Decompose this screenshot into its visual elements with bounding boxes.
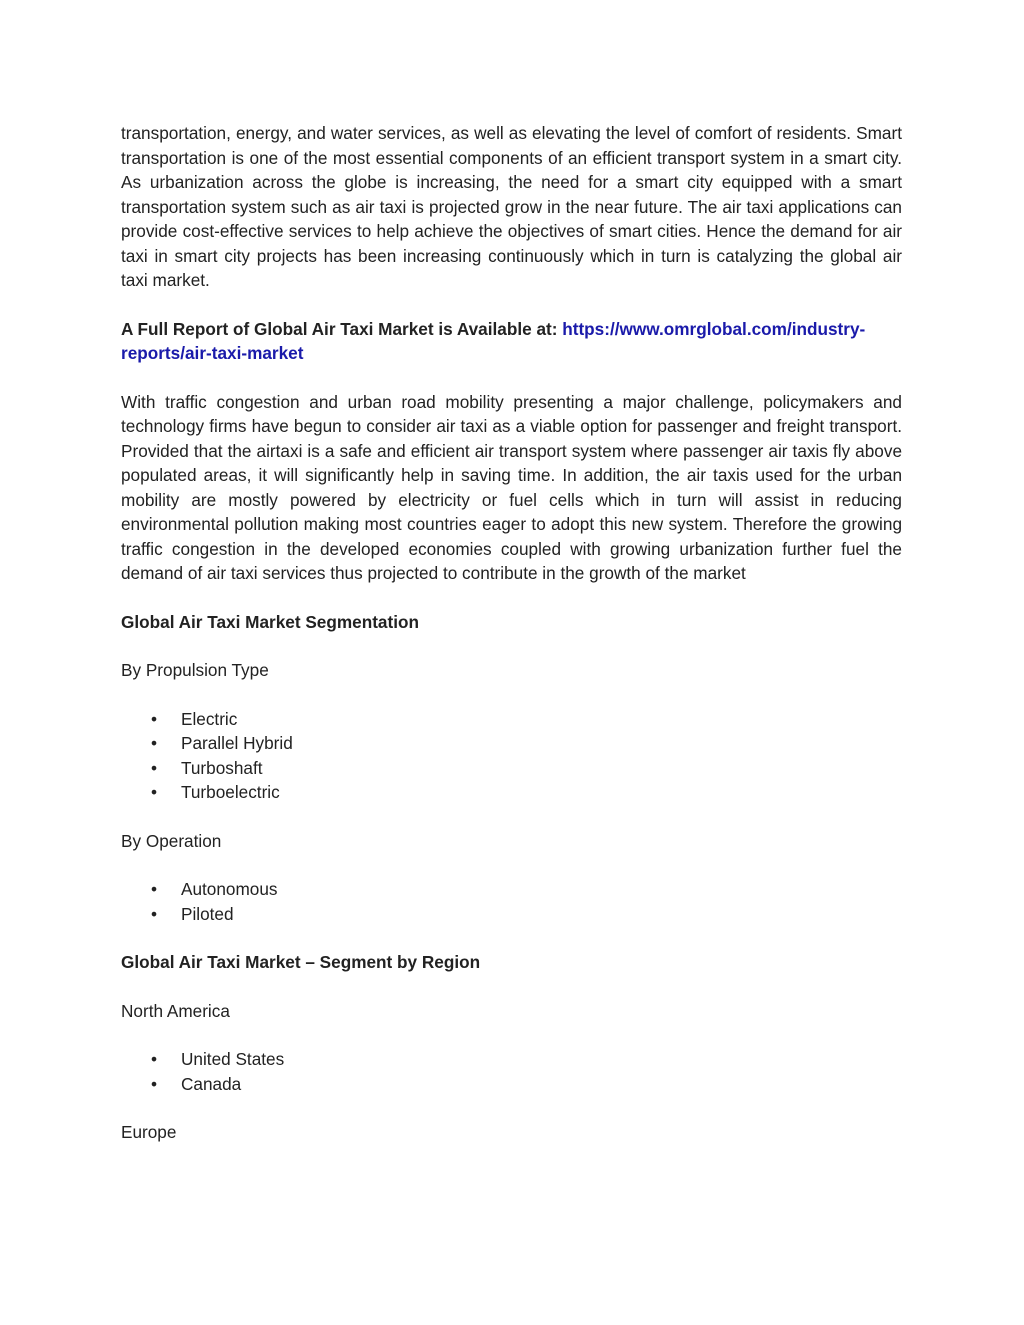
list-item <box>121 877 902 902</box>
list-item-label: Turboelectric <box>181 782 280 802</box>
document-page <box>121 121 902 1145</box>
north-america-label: North America <box>121 1000 230 1021</box>
list-item <box>121 780 902 805</box>
bullet-icon: • <box>151 708 158 729</box>
list-item-label: Autonomous <box>181 879 278 899</box>
propulsion-label: By Propulsion Type <box>121 660 269 680</box>
propulsion-list <box>121 707 902 805</box>
list-item-label: Electric <box>181 708 238 729</box>
bullet-icon: • <box>151 757 158 778</box>
list-item <box>121 902 902 927</box>
list-item-label: Canada <box>181 1073 242 1094</box>
bullet-icon: • <box>151 1049 158 1069</box>
segmentation-heading: Global Air Taxi Market Segmentation <box>121 611 419 632</box>
bullet-icon: • <box>151 1073 158 1094</box>
bullet-icon: • <box>151 879 158 899</box>
list-item <box>121 707 902 732</box>
bullet-icon: • <box>151 733 158 753</box>
report-paragraph <box>121 317 902 366</box>
region-heading: Global Air Taxi Market – Segment by Region <box>121 952 481 972</box>
list-item-label: Turboshaft <box>181 757 263 778</box>
report-link[interactable]: https://www.omrglobal.com/industry-reports/air-taxi-market <box>121 318 866 363</box>
list-item <box>121 1072 902 1097</box>
operation-list <box>121 877 902 926</box>
list-item-label: Parallel Hybrid <box>181 733 293 753</box>
traffic-paragraph: With traffic congestion and urban road mobility presenting a major challenge, policymakers and technology firms have begun to consider air taxi as a viable option for passenger and freight transport. Provided that the airtaxi is a safe and efficient air transport system where passenger air taxis fly above populated areas, it will significantly help in saving time. In addition, the air taxis used for the urban mobility are mostly powered by electricity or fuel cells which in turn will assist in reducing environmental pollution making most countries eager to adopt this new system. Therefore the growing traffic congestion in the developed economies coupled with growing urbanization further fuel the demand of air taxi services thus projected to contribute in the growth of the market <box>121 391 902 583</box>
intro-paragraph: transportation, energy, and water services, as well as elevating the level of comfort of residents. Smart transportation is one of the most essential components of an efficient transport system in a smart city. As urbanization across the globe is increasing, the need for a smart city equipped with a smart transportation system such as air taxi is projected grow in the near future. The air taxi applications can provide cost-effective services to help achieve the objectives of smart cities. Hence the demand for air taxi in smart city projects has been increasing continuously which in turn is catalyzing the global air taxi market. <box>121 123 902 290</box>
report-label: A Full Report of Global Air Taxi Market is Available at: <box>121 318 563 339</box>
operation-label: By Operation <box>121 830 222 851</box>
north-america-list <box>121 1047 902 1096</box>
list-item <box>121 1047 902 1072</box>
europe-label: Europe <box>121 1122 177 1142</box>
list-item <box>121 756 902 781</box>
bullet-icon: • <box>151 903 158 924</box>
bullet-icon: • <box>151 782 158 802</box>
list-item-label: Piloted <box>181 903 234 924</box>
list-item <box>121 731 902 756</box>
list-item-label: United States <box>181 1049 285 1069</box>
